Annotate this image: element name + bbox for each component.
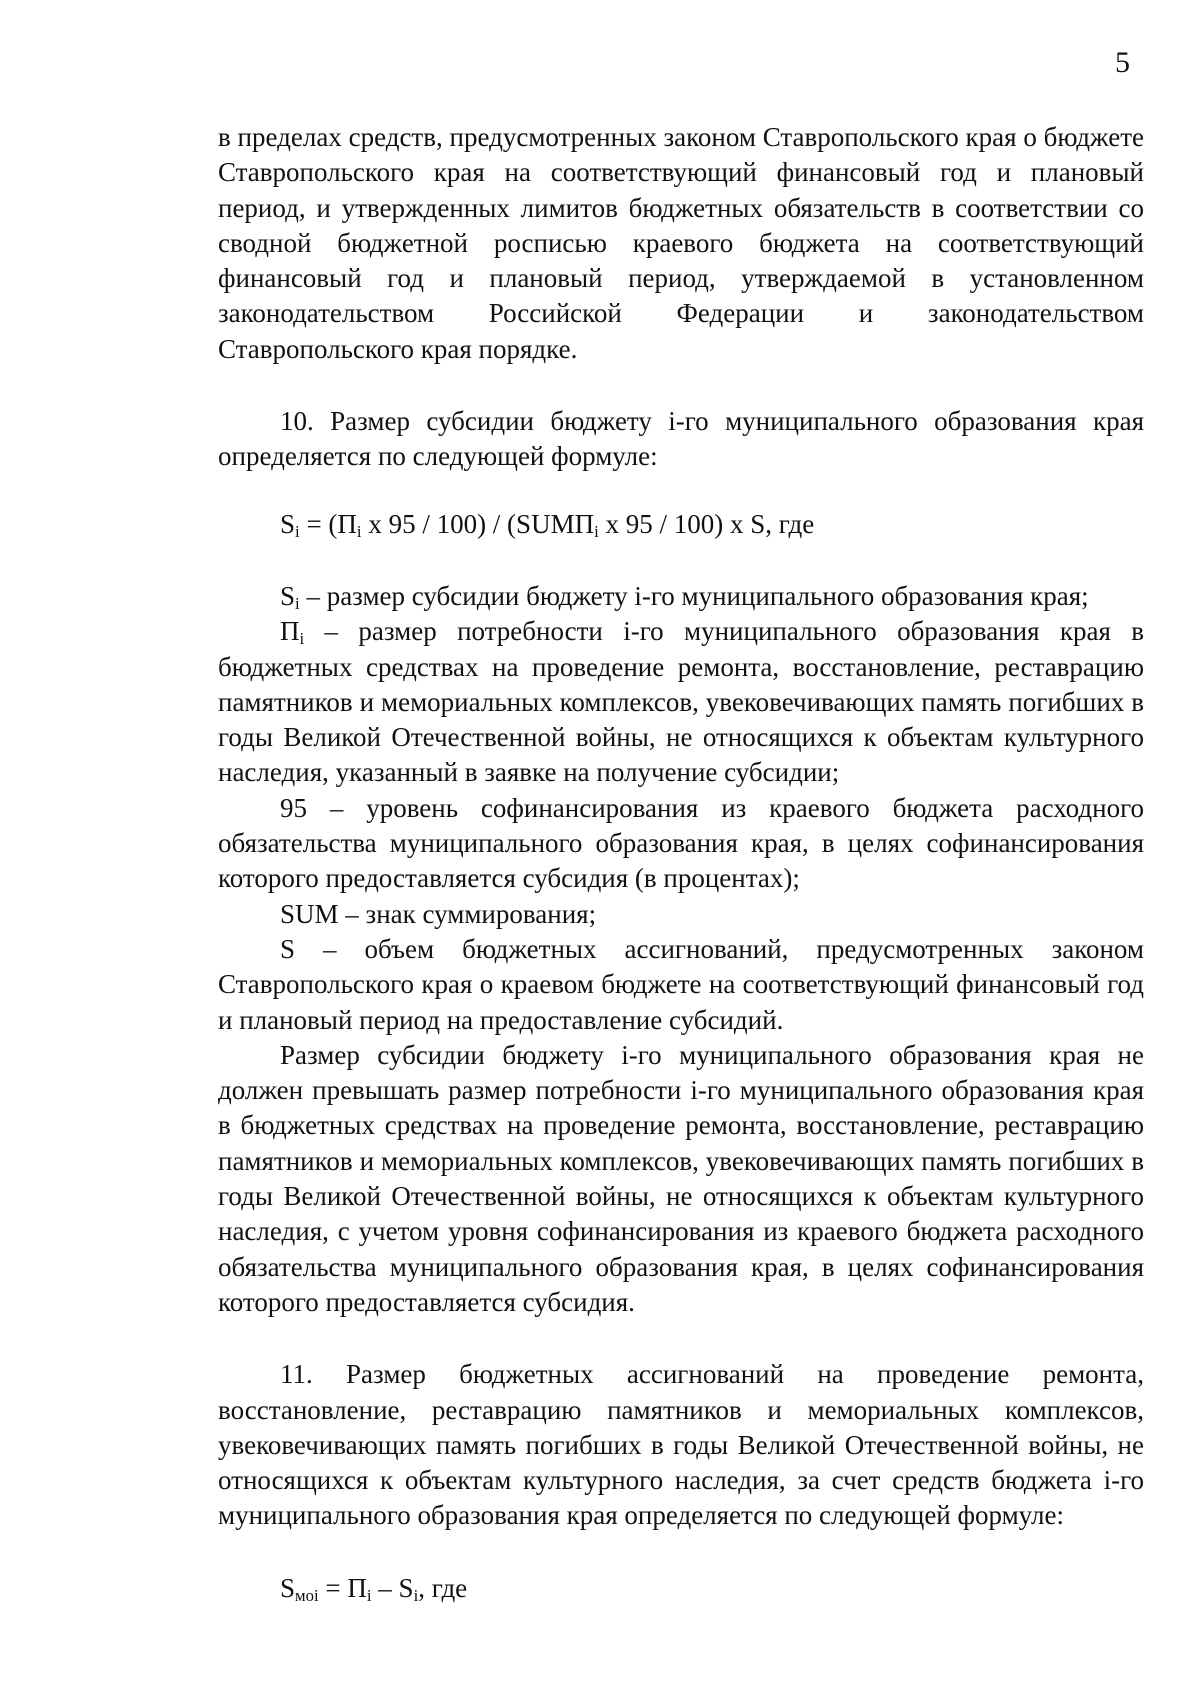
definition-si-text: – размер субсидии бюджету i-го муниципального образования края; (299, 580, 1089, 611)
definition-pi (218, 614, 1144, 790)
formula-municipal-budget (218, 1571, 1144, 1606)
definition-si-subscript: i (295, 594, 300, 614)
page-number: 5 (1115, 46, 1130, 79)
definition-si (218, 579, 1144, 614)
paragraph-10: 10. Размер субсидии бюджету i-го муниципального образования края определяется по следующей формуле: (218, 406, 1144, 472)
formula-sum-subscript: i (594, 521, 599, 541)
definition-si-symbol: S (280, 580, 296, 611)
definition-pi-subscript: i (299, 629, 305, 649)
formula2-si-subscript: i (413, 1585, 419, 1605)
formula2-tail: , где (418, 1572, 468, 1603)
formula2-s-subscript: моi (295, 1585, 319, 1605)
formula2-minus: – S (371, 1572, 414, 1603)
formula-tail: x 95 / 100) x S, где (598, 508, 815, 539)
paragraph-budget-limits: в пределах средств, предусмотренных законом Ставропольского края о бюджете Ставропольского края на соответствующий финансовый год и плановый период, и утвержденных лимитов бюджетных обязательств в соответствии со сводной бюджетной росписью краевого бюджета на соответствующий финансовый год и плановый период, утверждаемой в установленном законодательством Российской Федерации и законодательством Ставропольского края порядке. (218, 122, 1144, 364)
definition-sum: SUM – знак суммирования; (280, 898, 597, 929)
document-body (218, 120, 1144, 1606)
definition-pi-text: – размер потребности i-го муниципального образования края в бюджетных средствах на проведение ремонта, восстановление, реставрацию памятников и мемориальных комплексов, увековечивающих память погибших в годы Великой Отечественной войны, не относящихся к объектам культурного наследия, указанный в заявке на получение субсидии; (218, 616, 1144, 788)
formula-p-subscript: i (356, 521, 362, 541)
definition-pi-symbol: П (280, 616, 300, 647)
formula-subsidy (218, 507, 1144, 542)
formula2-middle: = П (318, 1572, 367, 1603)
formula-part-2: x 95 / 100) / (SUMП (361, 508, 595, 539)
definition-s: S – объем бюджетных ассигнований, предусмотренных законом Ставропольского края о краевом бюджете на соответствующий финансовый год и плановый период на предоставление субсидий. (218, 933, 1144, 1035)
paragraph-11: 11. Размер бюджетных ассигнований на проведение ремонта, восстановление, реставрацию памятников и мемориальных комплексов, увековечивающих память погибших в годы Великой Отечественной войны, не относящихся к объектам культурного наследия, за счет средств бюджета i-го муниципального образования края определяется по следующей формуле: (218, 1359, 1144, 1531)
paragraph-subsidy-limit: Размер субсидии бюджету i-го муниципального образования края не должен превышать размер потребности i-го муниципального образования края в бюджетных средствах на проведение ремонта, восстановление, реставрацию памятников и мемориальных комплексов, увековечивающих память погибших в годы Великой Отечественной войны, не относящихся к объектам культурного наследия, с учетом уровня софинансирования из краевого бюджета расходного обязательства муниципального образования края, в целях софинансирования которого предоставляется субсидия. (218, 1039, 1144, 1317)
formula-s-subscript: i (295, 521, 300, 541)
definition-95: 95 – уровень софинансирования из краевого бюджета расходного обязательства муниципального образования края, в целях софинансирования которого предоставляется субсидия (в процентах); (218, 792, 1144, 894)
formula-part-1: = (П (299, 508, 357, 539)
formula2-p-subscript: i (366, 1585, 372, 1605)
formula-s: S (280, 508, 296, 539)
formula2-s: S (280, 1572, 296, 1603)
